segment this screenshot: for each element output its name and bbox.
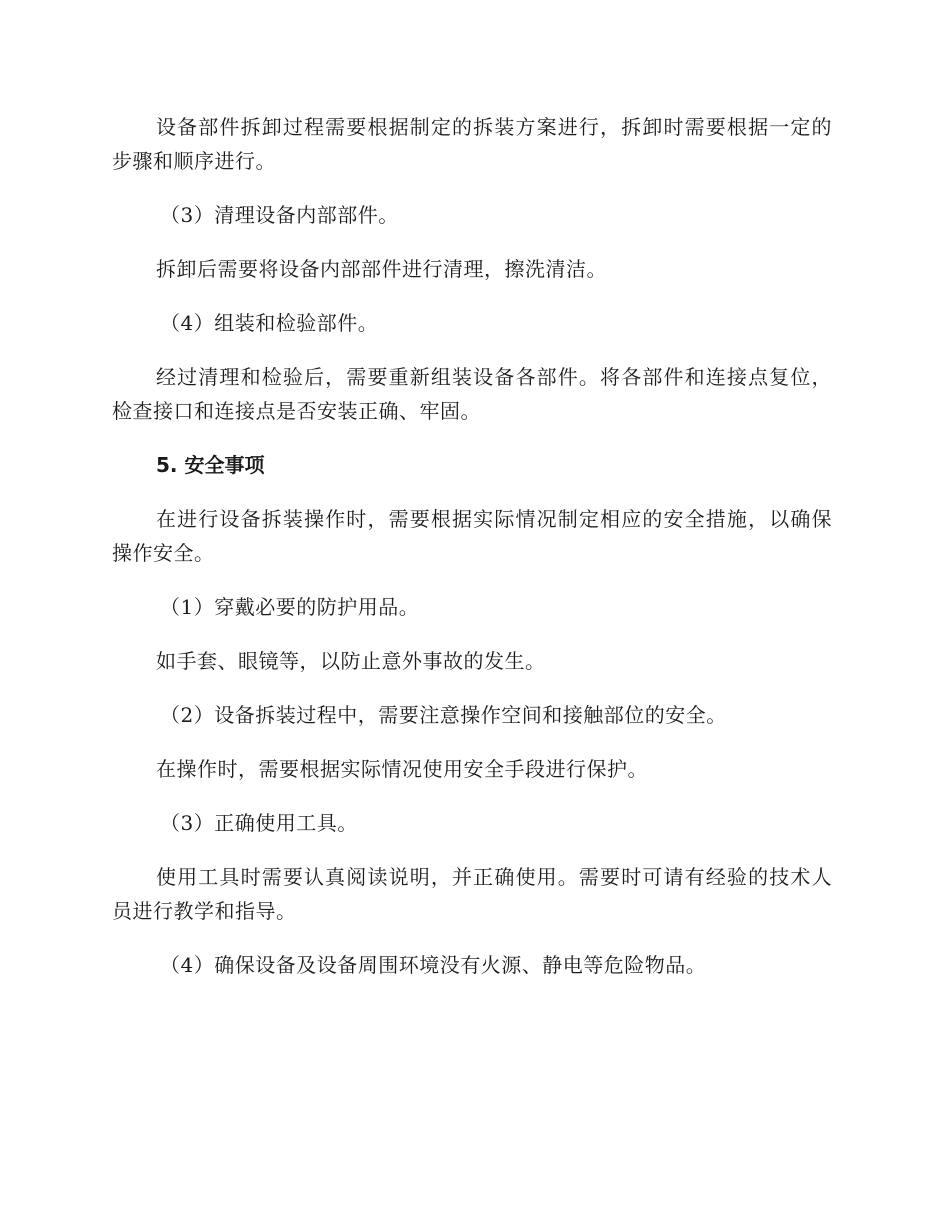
list-item-operating-space: （2）设备拆装过程中，需要注意操作空间和接触部位的安全。	[160, 703, 727, 727]
list-item-assemble-inspect: （4）组装和检验部件。	[160, 311, 379, 335]
paragraph-clean-parts: 拆卸后需要将设备内部部件进行清理，擦洗清洁。	[156, 257, 607, 281]
paragraph-assemble-inspect: 经过清理和检验后，需要重新组装设备各部件。将各部件和连接点复位，检查接口和连接点是否安装正确、牢固。	[112, 365, 832, 423]
paragraph-protective-gear: 如手套、眼镜等，以防止意外事故的发生。	[156, 649, 546, 673]
paragraph-use-tools: 使用工具时需要认真阅读说明，并正确使用。需要时可请有经验的技术人员进行教学和指导。	[112, 865, 832, 923]
list-item-use-tools: （3）正确使用工具。	[160, 811, 358, 835]
list-item-clean-parts: （3）清理设备内部部件。	[160, 203, 399, 227]
list-item-no-hazards: （4）确保设备及设备周围环境没有火源、静电等危险物品。	[160, 953, 707, 977]
section-heading-safety: 5. 安全事项	[156, 453, 265, 477]
paragraph-operating-space: 在操作时，需要根据实际情况使用安全手段进行保护。	[156, 757, 648, 781]
paragraph-disassembly-process: 设备部件拆卸过程需要根据制定的拆装方案进行，拆卸时需要根据一定的步骤和顺序进行。	[112, 115, 832, 173]
list-item-protective-gear: （1）穿戴必要的防护用品。	[160, 595, 420, 619]
paragraph-safety-intro: 在进行设备拆装操作时，需要根据实际情况制定相应的安全措施，以确保操作安全。	[112, 507, 832, 565]
